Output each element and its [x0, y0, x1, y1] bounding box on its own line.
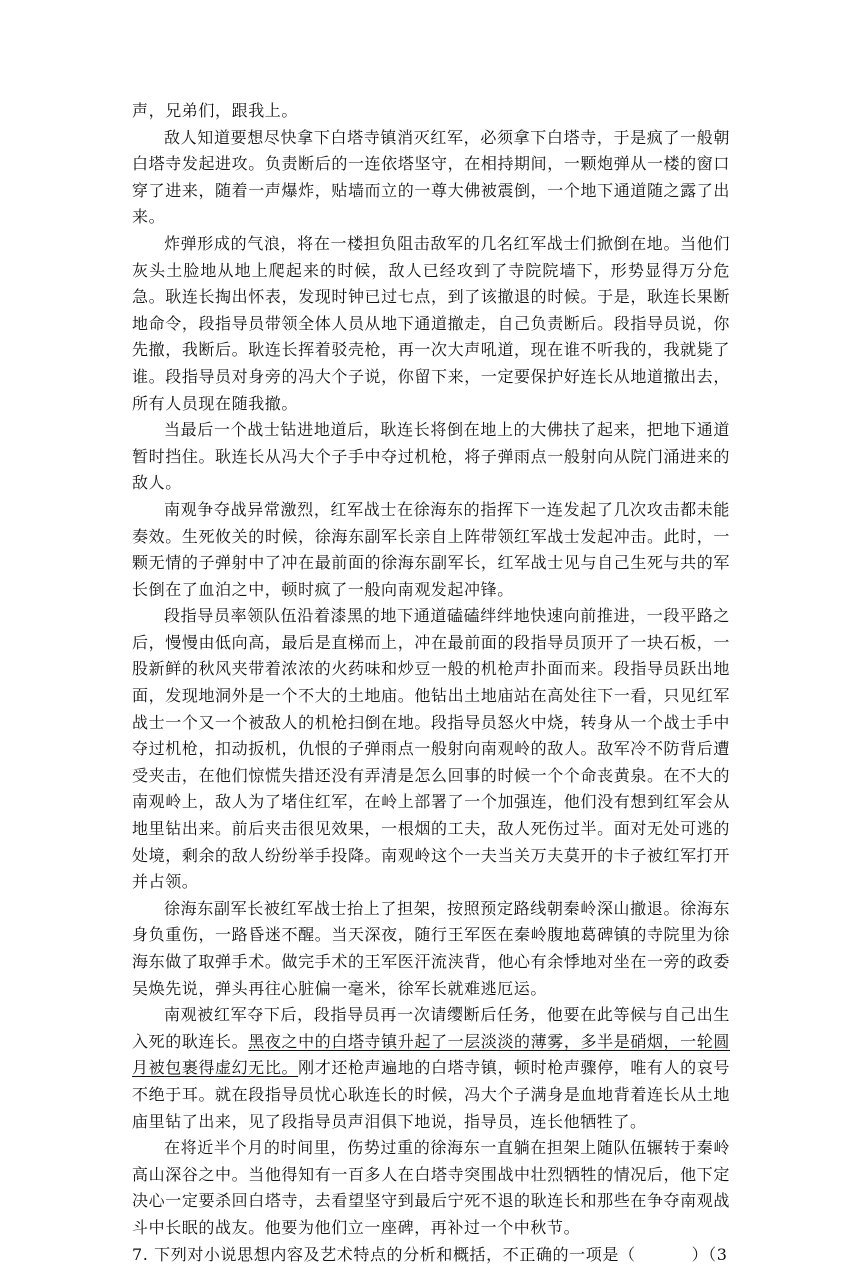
paragraph-last: 在将近半个月的时间里，伤势过重的徐海东一直躺在担架上随队伍辗转于秦岭高山深谷之中。当他得知有一百多人在白塔寺突围战中壮烈牺牲的情况后，他下定决心一定要杀回白塔寺，去看望坚守到最后宁死不退的耿连长和那些在争夺南观战斗中长眠的战友。他要为他们立一座碑，再补过一个中秋节。 — [132, 1138, 730, 1237]
underlined-sentence: 黑夜之中的白塔寺镇升起了一层淡淡的薄雾，多半是硝烟，一轮圆月被包裹得虚幻无比。 — [132, 1031, 730, 1078]
question-score: ）（3 — [691, 1244, 728, 1264]
sentence-before-underline: 南观被红军夺下后，段指导员再一次请缨断后任务，他要在此等候与自己出生入死的耿连长。 — [132, 1005, 730, 1051]
question-7 — [132, 1242, 730, 1268]
paragraph: 炸弹形成的气浪，将在一楼担负阻击敌军的几名红军战士们掀倒在地。当他们灰头土脸地从地上爬起来的时候，敌人已经攻到了寺院院墙下，形势显得万分危急。耿连长掏出怀表，发现时钟已过七点，到了该撤退的时候。于是，耿连长果断地命令，段指导员带领全体人员从地下通道撤走，自己负责断后。段指导员说，你先撤，我断后。耿连长挥着驳壳枪，再一次大声吼道，现在谁不听我的，我就毙了谁。段指导员对身旁的冯大个子说，你留下来，一定要保护好连长从地道撤出去，所有人员现在随我撤。 — [132, 233, 730, 413]
article-body — [132, 98, 730, 1268]
paragraph: 段指导员率领队伍沿着漆黑的地下通道磕磕绊绊地快速向前推进，一段平路之后，慢慢由低向高，最后是直梯而上，冲在最前面的段指导员顶开了一块石板，一股新鲜的秋风夹带着浓浓的火药味和炒豆一般的机枪声扑面而来。段指导员跃出地面，发现地洞外是一个不大的土地庙。他钻出土地庙站在高处往下一看，只见红军战士一个又一个被敌人的机枪扫倒在地。段指导员怒火中烧，转身从一个战士手中夺过机枪，扣动扳机，仇恨的子弹雨点一般射向南观岭的敌人。敌军冷不防背后遭受夹击，在他们惊慌失措还没有弄清是怎么回事的时候一个个命丧黄泉。在不大的南观岭上，敌人为了堵住红军，在岭上部署了一个加强连，他们没有想到红军会从地里钻出来。前后夹击很见效果，一根烟的工夫，敌人死伤过半。面对无处可逃的处境，剩余的敌人纷纷举手投降。南观岭这个一夫当关万夫莫开的卡子被红军打开并占领。 — [132, 606, 730, 892]
paragraph: 徐海东副军长被红军战士抬上了担架，按照预定路线朝秦岭深山撤退。徐海东身负重伤，一路昏迷不醒。当天深夜，随行王军医在秦岭腹地葛碑镇的寺院里为徐海东做了取弹手术。做完手术的王军医汗流浃背，他心有余悸地对坐在一旁的政委吴焕先说，弹头再往心脏偏一毫米，徐军长就难逃厄运。 — [132, 898, 730, 998]
paragraph: 敌人知道要想尽快拿下白塔寺镇消灭红军，必须拿下白塔寺，于是疯了一般朝白塔寺发起进攻。负责断后的一连依塔坚守，在相持期间，一颗炮弹从一楼的窗口穿了进来，随着一声爆炸，贴墙而立的一尊大佛被震倒，一个地下通道随之露了出来。 — [132, 127, 730, 227]
paragraph: 当最后一个战士钻进地道后，耿连长将倒在地上的大佛扶了起来，把地下通道暂时挡住。耿连长从冯大个子手中夺过机枪，将子弹雨点一般射向从院门涌进来的敌人。 — [132, 420, 730, 493]
paragraph: 南观争夺战异常激烈，红军战士在徐海东的指挥下一连发起了几次攻击都未能奏效。生死攸关的时候，徐海东副军长亲自上阵带领红军战士发起冲击。此时，一颗无情的子弹射中了冲在最前面的徐海东副军长，红军战士见与自己生死与共的军长倒在了血泊之中，顿时疯了一般向南观发起冲锋。 — [132, 499, 730, 599]
question-stem: 7. 下列对小说思想内容及艺术特点的分析和概括，不正确的一项是（ — [132, 1244, 636, 1264]
paragraph: 声，兄弟们，跟我上。 — [132, 101, 299, 120]
sentence-after-underline: 刚才还枪声遍地的白塔寺镇，顿时枪声骤停，唯有人的哀号不绝于耳。就在段指导员忧心耿连长的时候，冯大个子满身是血地背着连长从土地庙里钻了出来，见了段指导员声泪俱下地说，指导员，连长他牺牲了。 — [132, 1058, 730, 1131]
paragraph-list — [132, 98, 730, 1002]
paragraph-underlined — [132, 1002, 730, 1135]
